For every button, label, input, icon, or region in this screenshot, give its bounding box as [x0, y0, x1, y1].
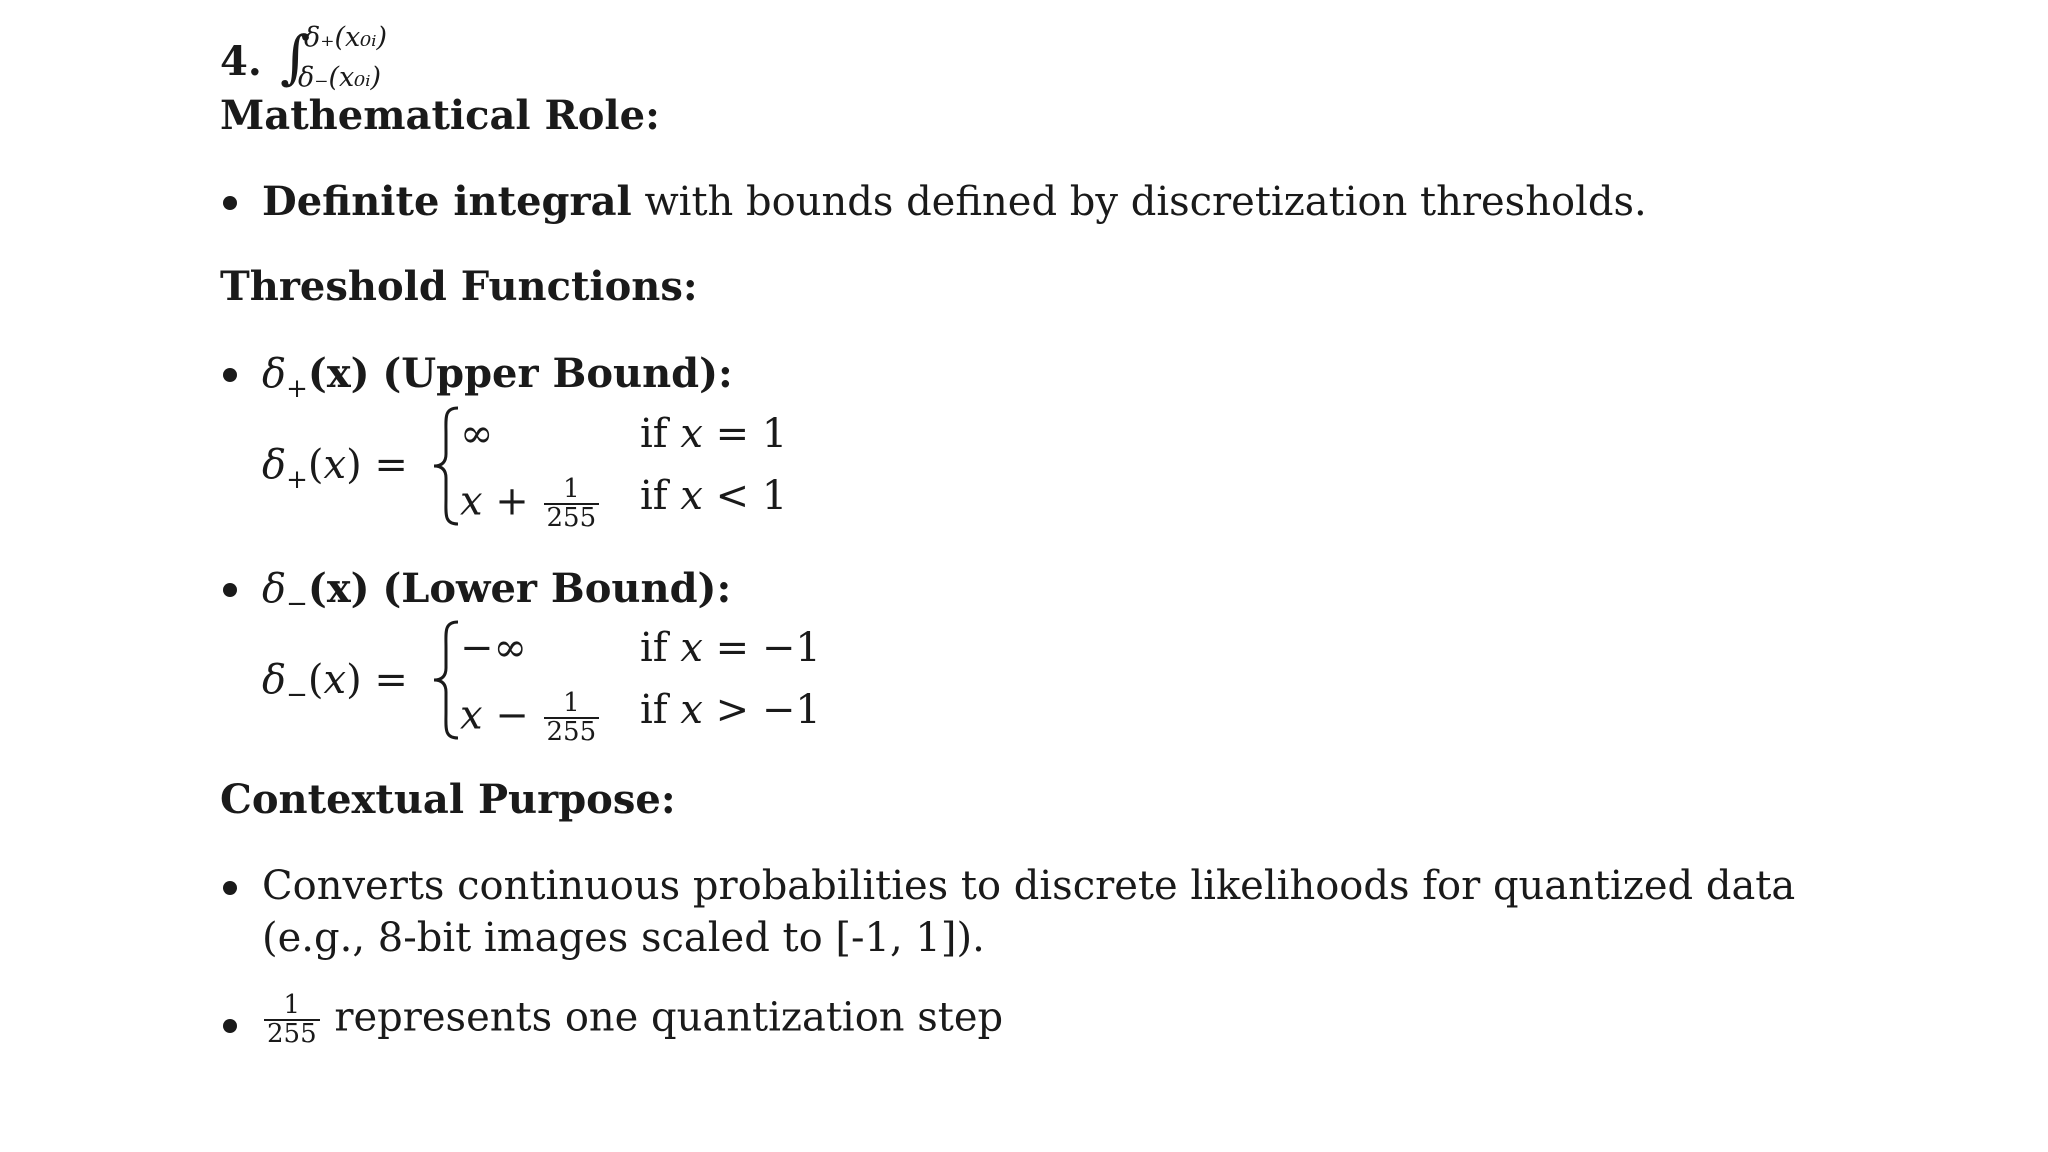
bullet-marker — [223, 881, 237, 895]
purpose-bullet-2: $\frac{1}{255}$ represents one quantization step — [262, 992, 1003, 1049]
integral-lower-bound: δ₋(x₀ᵢ) — [298, 62, 382, 93]
threshold-functions-heading: Threshold Functions: — [220, 263, 698, 310]
upper-bound-definition-lhs: $\delta_+(x)$ = — [262, 442, 408, 495]
lower-case-1-value: −∞ — [460, 625, 527, 671]
integral-sign: ∫ — [280, 23, 311, 91]
upper-case-2-condition: if x < 1 — [640, 473, 788, 519]
upper-case-1-condition: if x = 1 — [640, 411, 788, 457]
fraction: $\frac{1}{255}$ — [544, 476, 600, 533]
upper-case-1-value: ∞ — [460, 411, 494, 457]
role-bullet-text — [262, 178, 1647, 225]
fraction: $\frac{1}{255}$ — [544, 690, 600, 747]
bullet-marker — [223, 196, 237, 210]
purpose-bullet-1-line-1: Converts continuous probabilities to discrete likelihoods for quantized data — [262, 863, 1796, 909]
upper-bound-label: $\delta_+(x)$ (Upper Bound): — [262, 350, 733, 404]
fraction: $\frac{1}{255}$ — [264, 992, 320, 1049]
lower-bound-definition-lhs: $\delta_-(x)$ = — [262, 657, 408, 710]
integral-upper-bound: δ₊(x₀ᵢ) — [304, 22, 388, 53]
purpose-bullet-1-line-2: (e.g., 8-bit images scaled to [-1, 1]). — [262, 915, 985, 961]
bullet-marker — [223, 1019, 237, 1033]
upper-case-2-value: x + $\frac{1}{255}$ — [460, 476, 601, 533]
role-description: with bounds defined by discretization thresholds. — [644, 179, 1647, 225]
lower-case-2-value: x − $\frac{1}{255}$ — [460, 690, 601, 747]
lower-case-2-condition: if x > −1 — [640, 687, 821, 733]
mathematical-role-heading: Mathematical Role: — [220, 92, 660, 139]
bullet-marker — [223, 583, 237, 597]
definite-integral-term: Definite integral — [262, 178, 632, 225]
section-number: 4. — [220, 38, 262, 85]
lower-bound-label: $\delta_-(x)$ (Lower Bound): — [262, 565, 732, 619]
contextual-purpose-heading: Contextual Purpose: — [220, 776, 676, 823]
lower-case-1-condition: if x = −1 — [640, 625, 821, 671]
bullet-marker — [223, 368, 237, 382]
